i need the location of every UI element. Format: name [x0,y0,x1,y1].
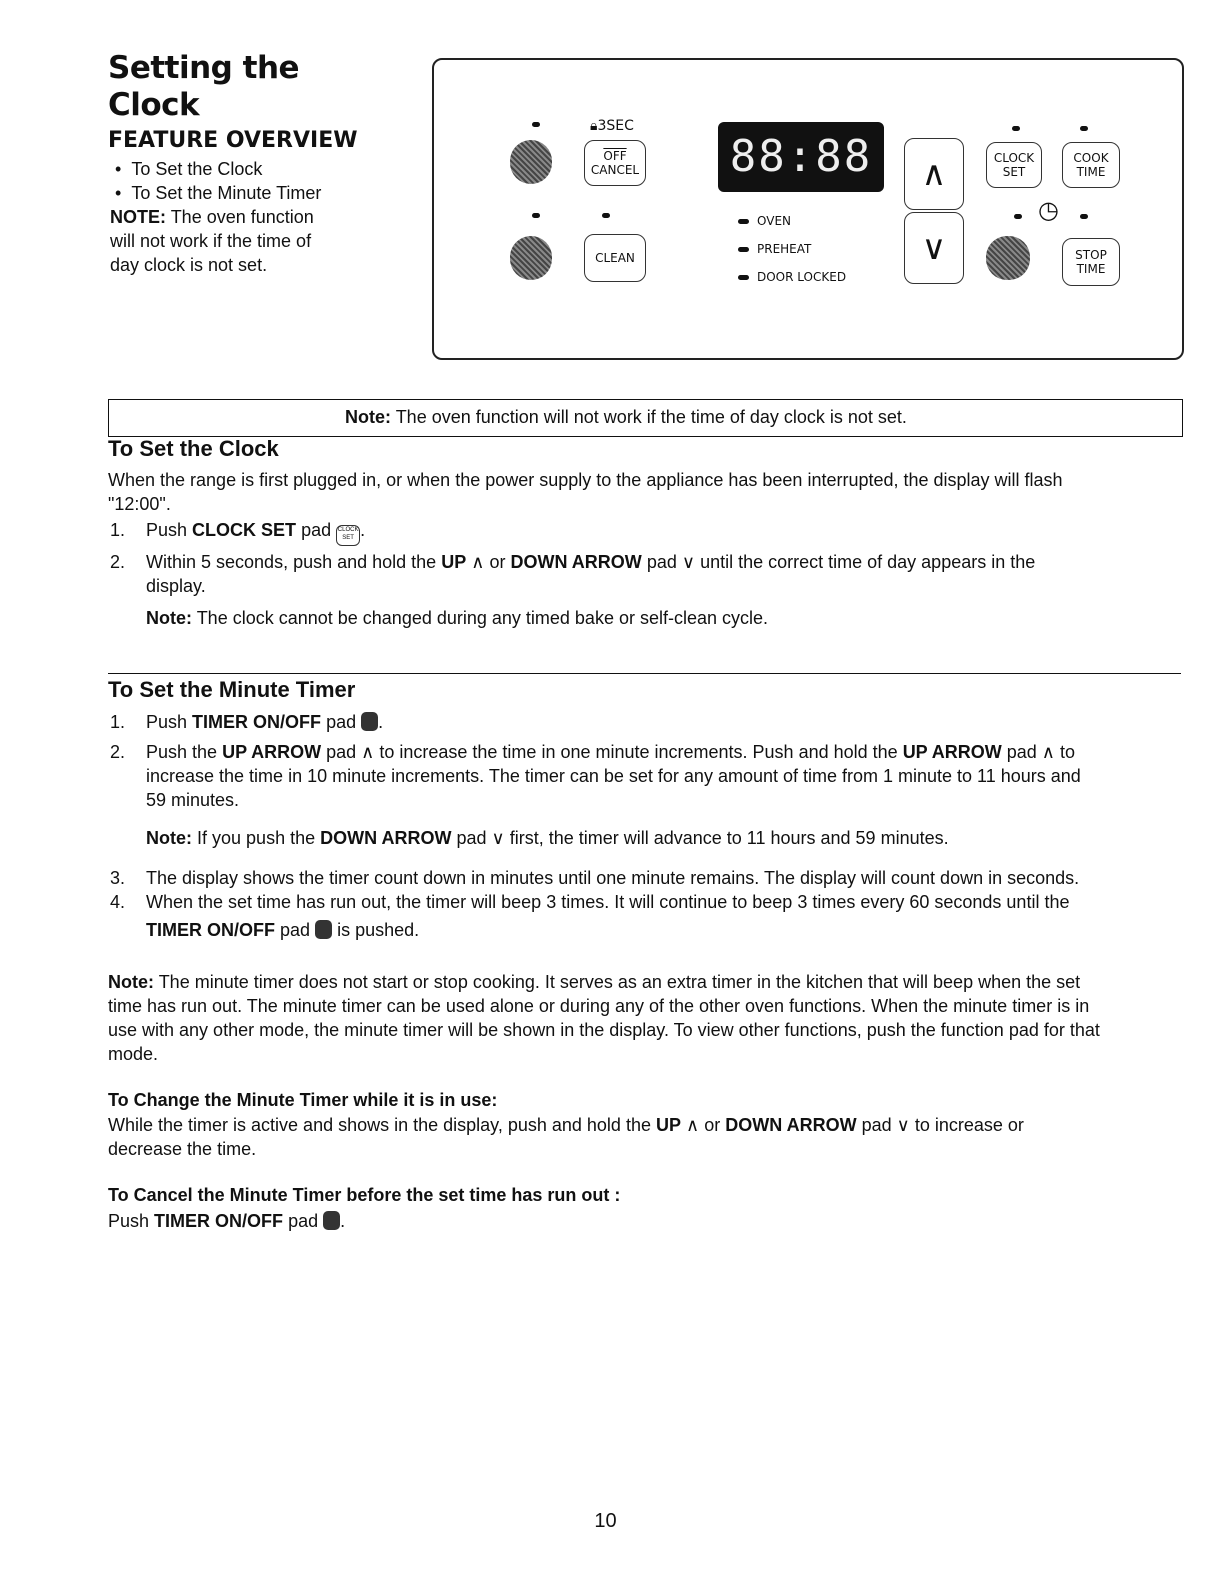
page-title [108,50,299,124]
overview-item: • To Set the Minute Timer [110,183,322,203]
timer-pad-icon [315,920,332,939]
step-number: 2. [110,742,126,762]
indicator-led [1080,214,1088,219]
timer-pad-icon [361,712,378,731]
minute-timer-heading: To Set the Minute Timer [108,677,356,702]
stop-time-pad: STOP TIME [1062,238,1120,286]
clean-pad: CLEAN [584,234,646,282]
section-divider [108,673,1181,674]
indicator-led [532,213,540,218]
minute-timer-step-1: Push TIMER ON/OFF pad . [146,712,384,732]
step-number: 1. [110,712,126,732]
set-clock-step-2: Within 5 seconds, push and hold the UP ∧ or DOWN ARROW pad ∨ until the correct time of day appears in the display. [146,552,1036,596]
timer-on-off-pad [986,236,1030,280]
timer-pad-icon [323,1211,340,1230]
up-arrow-icon: ∧ [904,138,964,210]
set-clock-note: Note: The clock cannot be changed during any timed bake or self-clean cycle. [146,608,769,628]
control-panel-illustration [432,58,1184,360]
overview-note: NOTE: The oven function [110,207,314,227]
clock-set-pad-icon: CLOCK SET [336,525,360,546]
note-box: Note: The oven function will not work if the time of day clock is not set. [108,399,1183,437]
indicator-door-locked: DOOR LOCKED [738,270,846,284]
overview-heading: FEATURE OVERVIEW [108,128,358,153]
indicator-led [1014,214,1022,219]
step-number: 2. [110,552,126,572]
up-arrow-icon: ∧ [686,1115,700,1135]
minute-timer-step-4: When the set time has run out, the timer will beep 3 times. It will continue to beep 3 times every 60 seconds until the TIMER ON/OFF pad is pushed. [146,892,1070,940]
down-arrow-icon: ∨ [491,828,505,848]
up-arrow-icon: ∧ [361,742,375,762]
overview-list [110,157,410,277]
set-clock-heading: To Set the Clock [108,436,279,461]
indicator-led [532,122,540,127]
minute-timer-note: Note: If you push the DOWN ARROW pad ∨ first, the timer will advance to 11 hours and 59 minutes. [146,828,949,848]
up-arrow-icon: ∧ [471,552,485,572]
indicator-oven: OVEN [738,214,791,228]
title-line-2: Clock [108,87,200,123]
set-clock-step-1: Push CLOCK SET pad CLOCK SET . [146,518,1176,546]
step-number: 1. [110,520,126,540]
cancel-timer-text: Push TIMER ON/OFF pad . [108,1211,346,1231]
bake-pad [510,140,552,184]
led-display: 88:88 [718,122,884,192]
minute-timer-step-3: The display shows the timer count down in minutes until one minute remains. The display will count down in seconds. [146,868,1080,888]
minute-timer-step-2: Push the UP ARROW pad ∧ to increase the time in one minute increments. Push and hold the UP ARROW pad ∧ to increase the time in 10 minute increments. The timer can be set for any amount of time from 1 minute to 11 hours and 59 minutes. [146,742,1081,810]
overview-note-line: will not work if the time of [110,231,312,251]
title-line-1: Setting the [108,50,300,86]
indicator-preheat: PREHEAT [738,242,811,256]
page-number: 10 [594,1510,617,1532]
indicator-led [1012,126,1020,131]
up-arrow-icon: ∧ [1041,742,1055,762]
down-arrow-icon: ∨ [896,1115,910,1135]
broil-pad [510,236,552,280]
overview-item: • To Set the Clock [110,159,263,179]
indicator-led [1080,126,1088,131]
change-timer-text: While the timer is active and shows in the display, push and hold the UP ∧ or DOWN ARROW pad ∨ to increase or decrease the time. [108,1115,1024,1159]
general-note: Note: The minute timer does not start or stop cooking. It serves as an extra timer in the kitchen that will beep when the set time has run out. The minute timer can be used alone or during any of the other oven functions. When the minute timer is in use with any other mode, the minute timer will be shown in the display. To view other functions, push the function pad for that mode. [108,972,1100,1064]
indicator-led [602,213,610,218]
step-number: 3. [110,868,126,888]
overview-note-line: day clock is not set. [110,255,268,275]
set-clock-intro: When the range is first plugged in, or when the power supply to the appliance has been interrupted, the display will flash "12:00". [108,470,1063,514]
change-timer-heading: To Change the Minute Timer while it is in use: [108,1090,498,1110]
down-arrow-icon: ∨ [681,552,696,572]
clock-set-pad: CLOCK SET [986,142,1042,188]
down-arrow-icon: ∨ [904,212,964,284]
cancel-timer-heading: To Cancel the Minute Timer before the set time has run out : [108,1185,621,1205]
cook-time-pad: COOK TIME [1062,142,1120,188]
step-number: 4. [110,892,126,912]
off-cancel-pad: $\overline{OFF}$ CANCEL [584,140,646,186]
sec-label: 🔒︎3SEC [590,118,634,134]
clock-icon: ◷ [1038,197,1059,224]
